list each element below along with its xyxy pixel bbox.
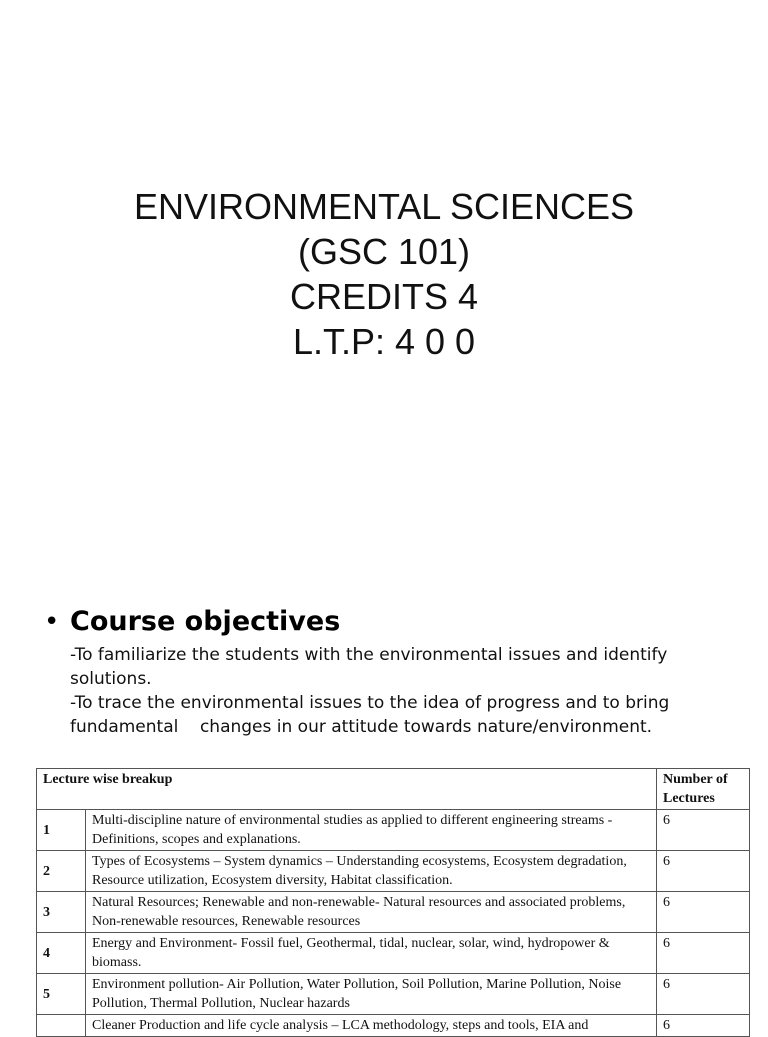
row-topic: Multi-discipline nature of environmental studies as applied to different engineering streams - Definitions, scopes and explanations. xyxy=(86,810,657,851)
header-breakup: Lecture wise breakup xyxy=(37,769,657,810)
objective-item: -To trace the environmental issues to the idea of progress and to bring fundamental changes in our attitude towards nature/environment. xyxy=(70,693,675,737)
row-count: 6 xyxy=(657,933,750,974)
objective-item: -To familiarize the students with the environmental issues and identify solutions. xyxy=(70,645,668,689)
course-code: (GSC 101) xyxy=(297,231,471,272)
course-ltp: L.T.P: 4 0 0 xyxy=(292,321,476,362)
course-credits: CREDITS 4 xyxy=(289,276,479,317)
row-count: 6 xyxy=(657,974,750,1015)
row-topic: Natural Resources; Renewable and non-renewable- Natural resources and associated problems, Non-renewable resources, Renewable resources xyxy=(86,892,657,933)
row-topic: Types of Ecosystems – System dynamics – Understanding ecosystems, Ecosystem degradation, Resource utilization, Ecosystem diversity, Habitat classification. xyxy=(86,851,657,892)
row-count: 6 xyxy=(657,1015,750,1037)
objectives-list xyxy=(70,643,744,739)
table-row xyxy=(37,810,750,851)
row-count: 6 xyxy=(657,892,750,933)
table-row xyxy=(37,1015,750,1037)
table-row xyxy=(37,892,750,933)
row-number: 5 xyxy=(37,974,86,1015)
row-count: 6 xyxy=(657,810,750,851)
row-number: 2 xyxy=(37,851,86,892)
table-header-row xyxy=(37,769,750,810)
course-title: ENVIRONMENTAL SCIENCES xyxy=(133,186,635,227)
row-count: 6 xyxy=(657,851,750,892)
row-number: 3 xyxy=(37,892,86,933)
objectives-heading-row xyxy=(44,606,744,637)
header-lectures: Number of Lectures xyxy=(657,769,750,810)
objectives-heading: Course objectives xyxy=(70,606,341,637)
row-topic: Energy and Environment- Fossil fuel, Geothermal, tidal, nuclear, solar, wind, hydropower & biomass. xyxy=(86,933,657,974)
table-row xyxy=(37,974,750,1015)
row-topic: Environment pollution- Air Pollution, Water Pollution, Soil Pollution, Marine Pollution, Noise Pollution, Thermal Pollution, Nuclear hazards xyxy=(86,974,657,1015)
table-row xyxy=(37,851,750,892)
row-topic: Cleaner Production and life cycle analysis – LCA methodology, steps and tools, EIA and xyxy=(86,1015,657,1037)
table-row xyxy=(37,933,750,974)
row-number: 4 xyxy=(37,933,86,974)
bullet-icon: • xyxy=(44,607,60,637)
lecture-breakup-table xyxy=(36,768,750,1037)
course-objectives-section xyxy=(44,606,744,739)
title-block xyxy=(0,184,768,364)
row-number xyxy=(37,1015,86,1037)
row-number: 1 xyxy=(37,810,86,851)
